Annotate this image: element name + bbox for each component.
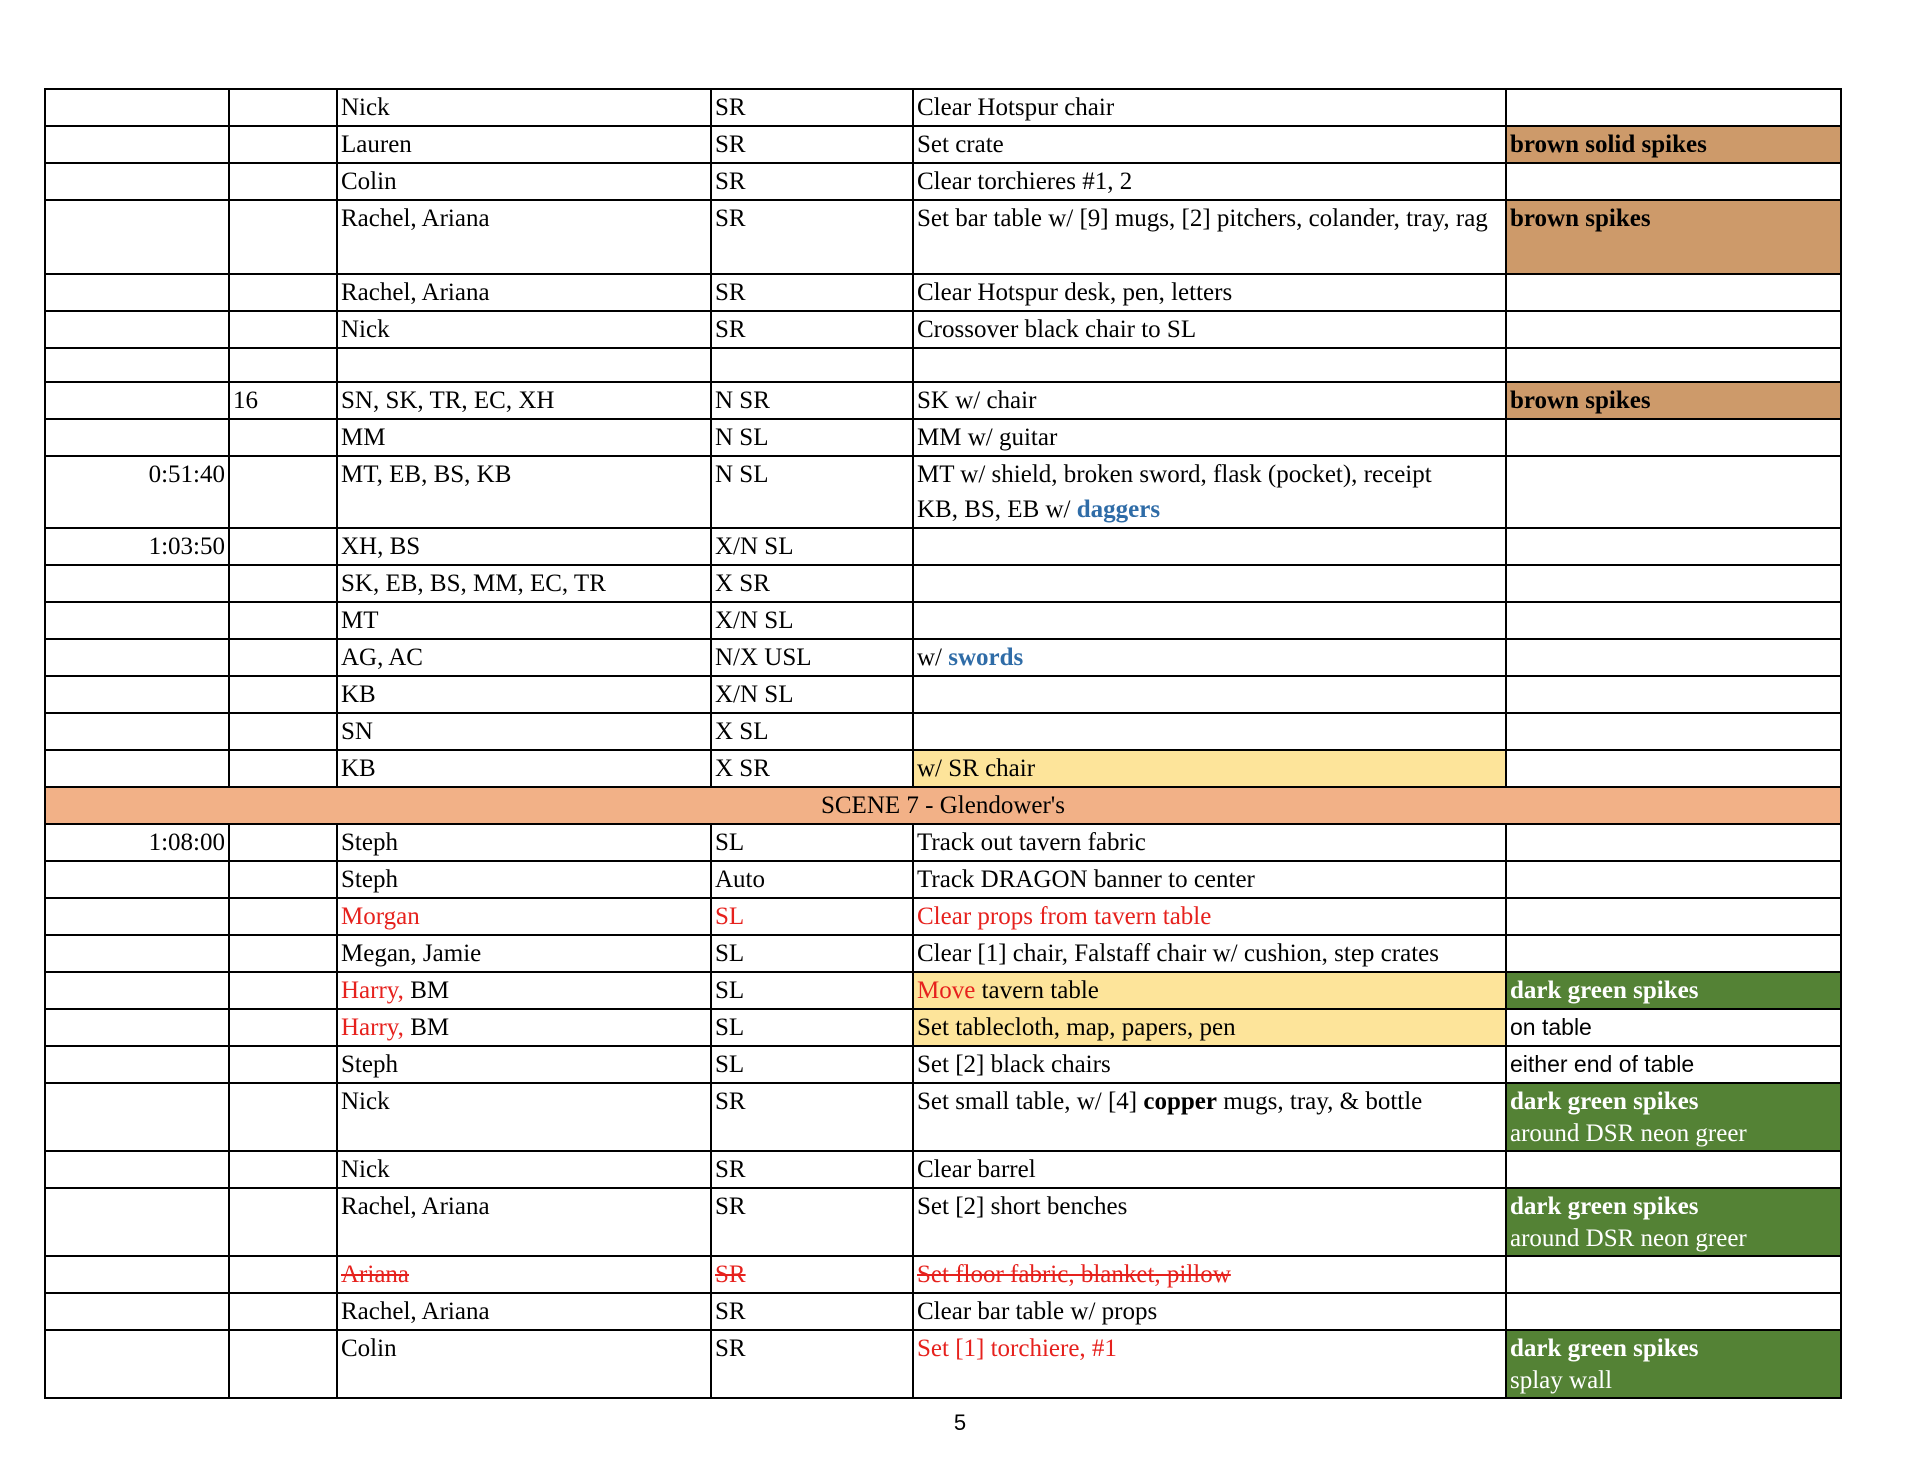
time-cell: 0:51:40 <box>45 456 229 528</box>
note-cell <box>1506 713 1841 750</box>
time-cell <box>45 1083 229 1151</box>
note-cell <box>1506 1151 1841 1188</box>
crew-cell: Nick <box>337 311 711 348</box>
side-cell: N SL <box>711 456 913 528</box>
action-cell <box>913 528 1506 565</box>
side-cell: X/N SL <box>711 676 913 713</box>
crew-cell: Colin <box>337 1330 711 1398</box>
side-cell: SL <box>711 972 913 1009</box>
crew-cell <box>337 972 711 1009</box>
crew-cell: MT, EB, BS, KB <box>337 456 711 528</box>
side-cell: SL <box>711 1009 913 1046</box>
time-cell: 1:03:50 <box>45 528 229 565</box>
crew-cell: Morgan <box>337 898 711 935</box>
table-row <box>45 1330 1841 1398</box>
time-cell <box>45 935 229 972</box>
crew-cell: Nick <box>337 1151 711 1188</box>
note-cell <box>1506 676 1841 713</box>
spike-detail: splay wall <box>1510 1367 1613 1394</box>
spike-note-cell: dark green spikes <box>1506 972 1841 1009</box>
note-cell <box>1506 348 1841 382</box>
cue-cell <box>229 972 337 1009</box>
side-cell: X SR <box>711 750 913 787</box>
action-cell: Clear torchieres #1, 2 <box>913 163 1506 200</box>
action-text: KB, BS, EB w/ <box>917 496 1077 523</box>
note-cell <box>1506 456 1841 528</box>
cue-cell: 16 <box>229 382 337 419</box>
side-cell: N SR <box>711 382 913 419</box>
action-red: Move <box>917 977 976 1004</box>
note-cell <box>1506 898 1841 935</box>
crew-rest: BM <box>403 1014 450 1041</box>
cue-cell <box>229 713 337 750</box>
cue-cell <box>229 419 337 456</box>
time-cell <box>45 126 229 163</box>
action-cell <box>913 639 1506 676</box>
side-cell: SR <box>711 1256 913 1293</box>
action-cell: Clear Hotspur desk, pen, letters <box>913 274 1506 311</box>
side-cell: SR <box>711 1083 913 1151</box>
action-rest: tavern table <box>975 977 1099 1004</box>
action-line: MT w/ shield, broken sword, flask (pocket), receipt <box>917 461 1432 488</box>
time-cell <box>45 861 229 898</box>
table-row <box>45 565 1841 602</box>
note-cell <box>1506 1256 1841 1293</box>
time-cell <box>45 348 229 382</box>
table-row <box>45 1083 1841 1151</box>
time-cell <box>45 89 229 126</box>
note-cell <box>1506 602 1841 639</box>
note-cell <box>1506 528 1841 565</box>
note-cell <box>1506 274 1841 311</box>
table-row <box>45 602 1841 639</box>
cue-cell <box>229 1188 337 1256</box>
table-row <box>45 713 1841 750</box>
note-cell <box>1506 824 1841 861</box>
spike-note-cell: brown spikes <box>1506 200 1841 274</box>
crew-cell: Ariana <box>337 1256 711 1293</box>
crew-cell: MM <box>337 419 711 456</box>
note-cell <box>1506 861 1841 898</box>
table-row <box>45 311 1841 348</box>
time-cell: 1:08:00 <box>45 824 229 861</box>
crew-cell: Steph <box>337 1046 711 1083</box>
spike-note-cell: brown solid spikes <box>1506 126 1841 163</box>
table-row <box>45 528 1841 565</box>
time-cell <box>45 676 229 713</box>
table-row <box>45 1009 1841 1046</box>
cue-cell <box>229 456 337 528</box>
action-cell: MM w/ guitar <box>913 419 1506 456</box>
time-cell <box>45 1293 229 1330</box>
action-cell: Set [1] torchiere, #1 <box>913 1330 1506 1398</box>
cue-cell <box>229 824 337 861</box>
crew-cell: Nick <box>337 89 711 126</box>
side-cell: SL <box>711 935 913 972</box>
table-row <box>45 200 1841 274</box>
crew-cell: Lauren <box>337 126 711 163</box>
action-cell: Clear [1] chair, Falstaff chair w/ cushion, step crates <box>913 935 1506 972</box>
table-row <box>45 676 1841 713</box>
side-cell: SR <box>711 1188 913 1256</box>
side-cell: SR <box>711 311 913 348</box>
cue-cell <box>229 565 337 602</box>
table-row <box>45 1151 1841 1188</box>
time-cell <box>45 972 229 1009</box>
action-cell: Clear barrel <box>913 1151 1506 1188</box>
action-cell <box>913 565 1506 602</box>
crew-cell: XH, BS <box>337 528 711 565</box>
side-cell: SR <box>711 126 913 163</box>
note-cell <box>1506 419 1841 456</box>
action-cell: Clear Hotspur chair <box>913 89 1506 126</box>
cue-cell <box>229 1330 337 1398</box>
crew-rest: BM <box>403 977 450 1004</box>
time-cell <box>45 750 229 787</box>
action-cell: Track DRAGON banner to center <box>913 861 1506 898</box>
time-cell <box>45 311 229 348</box>
cue-cell <box>229 1293 337 1330</box>
side-cell: N/X USL <box>711 639 913 676</box>
spike-detail: around DSR neon greer <box>1510 1120 1747 1147</box>
scene-header-row <box>45 787 1841 824</box>
note-cell <box>1506 163 1841 200</box>
crew-cell: KB <box>337 676 711 713</box>
action-cell: Track out tavern fabric <box>913 824 1506 861</box>
note-cell <box>1506 565 1841 602</box>
spike-note-cell: brown spikes <box>1506 382 1841 419</box>
time-cell <box>45 713 229 750</box>
table-row <box>45 1188 1841 1256</box>
side-cell: N SL <box>711 419 913 456</box>
side-cell: SR <box>711 274 913 311</box>
table-row <box>45 126 1841 163</box>
table-row <box>45 898 1841 935</box>
action-line <box>917 492 1502 527</box>
action-bold: copper <box>1143 1088 1217 1115</box>
crew-cell: Rachel, Ariana <box>337 1293 711 1330</box>
crew-cell <box>337 348 711 382</box>
action-cell: Set [2] black chairs <box>913 1046 1506 1083</box>
action-cell: Clear props from tavern table <box>913 898 1506 935</box>
crew-cell: MT <box>337 602 711 639</box>
table-row <box>45 935 1841 972</box>
action-cell <box>913 1083 1506 1151</box>
action-cell: Set crate <box>913 126 1506 163</box>
side-cell: SR <box>711 89 913 126</box>
table-row <box>45 274 1841 311</box>
action-cell <box>913 348 1506 382</box>
cue-cell <box>229 311 337 348</box>
page-number: 5 <box>953 1410 967 1435</box>
crew-cell: Steph <box>337 861 711 898</box>
side-cell: SR <box>711 163 913 200</box>
cue-cell <box>229 348 337 382</box>
spike-note: dark green spikes <box>1510 1335 1699 1362</box>
crew-red: Harry, <box>341 977 404 1004</box>
action-cell <box>913 972 1506 1009</box>
action-cell <box>913 602 1506 639</box>
action-text: mugs, tray, & bottle <box>1216 1088 1423 1115</box>
shift-plot-table <box>44 88 1842 1399</box>
cue-cell <box>229 163 337 200</box>
cue-cell <box>229 750 337 787</box>
time-cell <box>45 639 229 676</box>
side-cell: X/N SL <box>711 528 913 565</box>
cue-cell <box>229 1009 337 1046</box>
cue-cell <box>229 89 337 126</box>
action-cell: Set [2] short benches <box>913 1188 1506 1256</box>
cue-cell <box>229 935 337 972</box>
action-cell: SK w/ chair <box>913 382 1506 419</box>
side-cell: SR <box>711 1151 913 1188</box>
table-row <box>45 861 1841 898</box>
spike-note: dark green spikes <box>1510 1088 1699 1115</box>
note-cell <box>1506 935 1841 972</box>
cue-cell <box>229 898 337 935</box>
cue-cell <box>229 274 337 311</box>
crew-cell: SN <box>337 713 711 750</box>
table-row <box>45 1293 1841 1330</box>
action-text: Set small table, w/ [4] <box>917 1088 1144 1115</box>
side-cell: SR <box>711 200 913 274</box>
time-cell <box>45 1256 229 1293</box>
time-cell <box>45 419 229 456</box>
weapon-prop-label: daggers <box>1076 496 1161 523</box>
crew-cell: Rachel, Ariana <box>337 200 711 274</box>
crew-cell <box>337 1009 711 1046</box>
crew-cell: SK, EB, BS, MM, EC, TR <box>337 565 711 602</box>
table-row <box>45 824 1841 861</box>
crew-cell: Nick <box>337 1083 711 1151</box>
time-cell <box>45 274 229 311</box>
side-cell <box>711 348 913 382</box>
action-cell: Crossover black chair to SL <box>913 311 1506 348</box>
time-cell <box>45 1330 229 1398</box>
table-row <box>45 89 1841 126</box>
time-cell <box>45 602 229 639</box>
crew-cell: Rachel, Ariana <box>337 274 711 311</box>
cue-cell <box>229 200 337 274</box>
action-text: w/ <box>917 644 949 671</box>
note-cell <box>1506 311 1841 348</box>
scene-title: SCENE 7 - Glendower's <box>45 787 1841 824</box>
cue-cell <box>229 861 337 898</box>
cue-cell <box>229 1151 337 1188</box>
cue-cell <box>229 1046 337 1083</box>
note-cell <box>1506 89 1841 126</box>
spike-detail: around DSR neon greer <box>1510 1225 1747 1252</box>
action-cell: Clear bar table w/ props <box>913 1293 1506 1330</box>
action-cell <box>913 456 1506 528</box>
side-cell: X SL <box>711 713 913 750</box>
crew-cell: KB <box>337 750 711 787</box>
side-cell: SL <box>711 898 913 935</box>
side-cell: SR <box>711 1293 913 1330</box>
empty-row <box>45 348 1841 382</box>
table-row <box>45 639 1841 676</box>
action-cell <box>913 676 1506 713</box>
action-cell: Set tablecloth, map, papers, pen <box>913 1009 1506 1046</box>
spike-note-cell <box>1506 1188 1841 1256</box>
cue-cell <box>229 639 337 676</box>
note-cell: on table <box>1506 1009 1841 1046</box>
side-cell: SL <box>711 1046 913 1083</box>
crew-red: Harry, <box>341 1014 404 1041</box>
action-cell: Set bar table w/ [9] mugs, [2] pitchers, colander, tray, rag <box>913 200 1506 274</box>
side-cell: X SR <box>711 565 913 602</box>
cue-cell <box>229 126 337 163</box>
action-cell: Set floor fabric, blanket, pillow <box>913 1256 1506 1293</box>
crew-cell: Steph <box>337 824 711 861</box>
note-cell <box>1506 639 1841 676</box>
action-cell <box>913 713 1506 750</box>
cue-cell <box>229 528 337 565</box>
spike-note-cell <box>1506 1330 1841 1398</box>
crew-cell: AG, AC <box>337 639 711 676</box>
spike-note: dark green spikes <box>1510 1193 1699 1220</box>
note-cell: either end of table <box>1506 1046 1841 1083</box>
note-cell <box>1506 750 1841 787</box>
time-cell <box>45 200 229 274</box>
weapon-prop-label: swords <box>948 644 1024 671</box>
time-cell <box>45 1188 229 1256</box>
table-row <box>45 382 1841 419</box>
time-cell <box>45 382 229 419</box>
table-row <box>45 1256 1841 1293</box>
time-cell <box>45 898 229 935</box>
cue-cell <box>229 1083 337 1151</box>
table-row <box>45 163 1841 200</box>
note-cell <box>1506 1293 1841 1330</box>
time-cell <box>45 1009 229 1046</box>
crew-cell: Rachel, Ariana <box>337 1188 711 1256</box>
crew-cell: SN, SK, TR, EC, XH <box>337 382 711 419</box>
time-cell <box>45 163 229 200</box>
side-cell: SR <box>711 1330 913 1398</box>
crew-cell: Colin <box>337 163 711 200</box>
action-cell: w/ SR chair <box>913 750 1506 787</box>
cue-cell <box>229 676 337 713</box>
time-cell <box>45 565 229 602</box>
spike-note-cell <box>1506 1083 1841 1151</box>
time-cell <box>45 1151 229 1188</box>
cue-cell <box>229 602 337 639</box>
table-row <box>45 456 1841 528</box>
time-cell <box>45 1046 229 1083</box>
side-cell: SL <box>711 824 913 861</box>
table-row <box>45 750 1841 787</box>
side-cell: X/N SL <box>711 602 913 639</box>
side-cell: Auto <box>711 861 913 898</box>
cue-cell <box>229 1256 337 1293</box>
table-row <box>45 1046 1841 1083</box>
table-row <box>45 419 1841 456</box>
crew-cell: Megan, Jamie <box>337 935 711 972</box>
table-row <box>45 972 1841 1009</box>
